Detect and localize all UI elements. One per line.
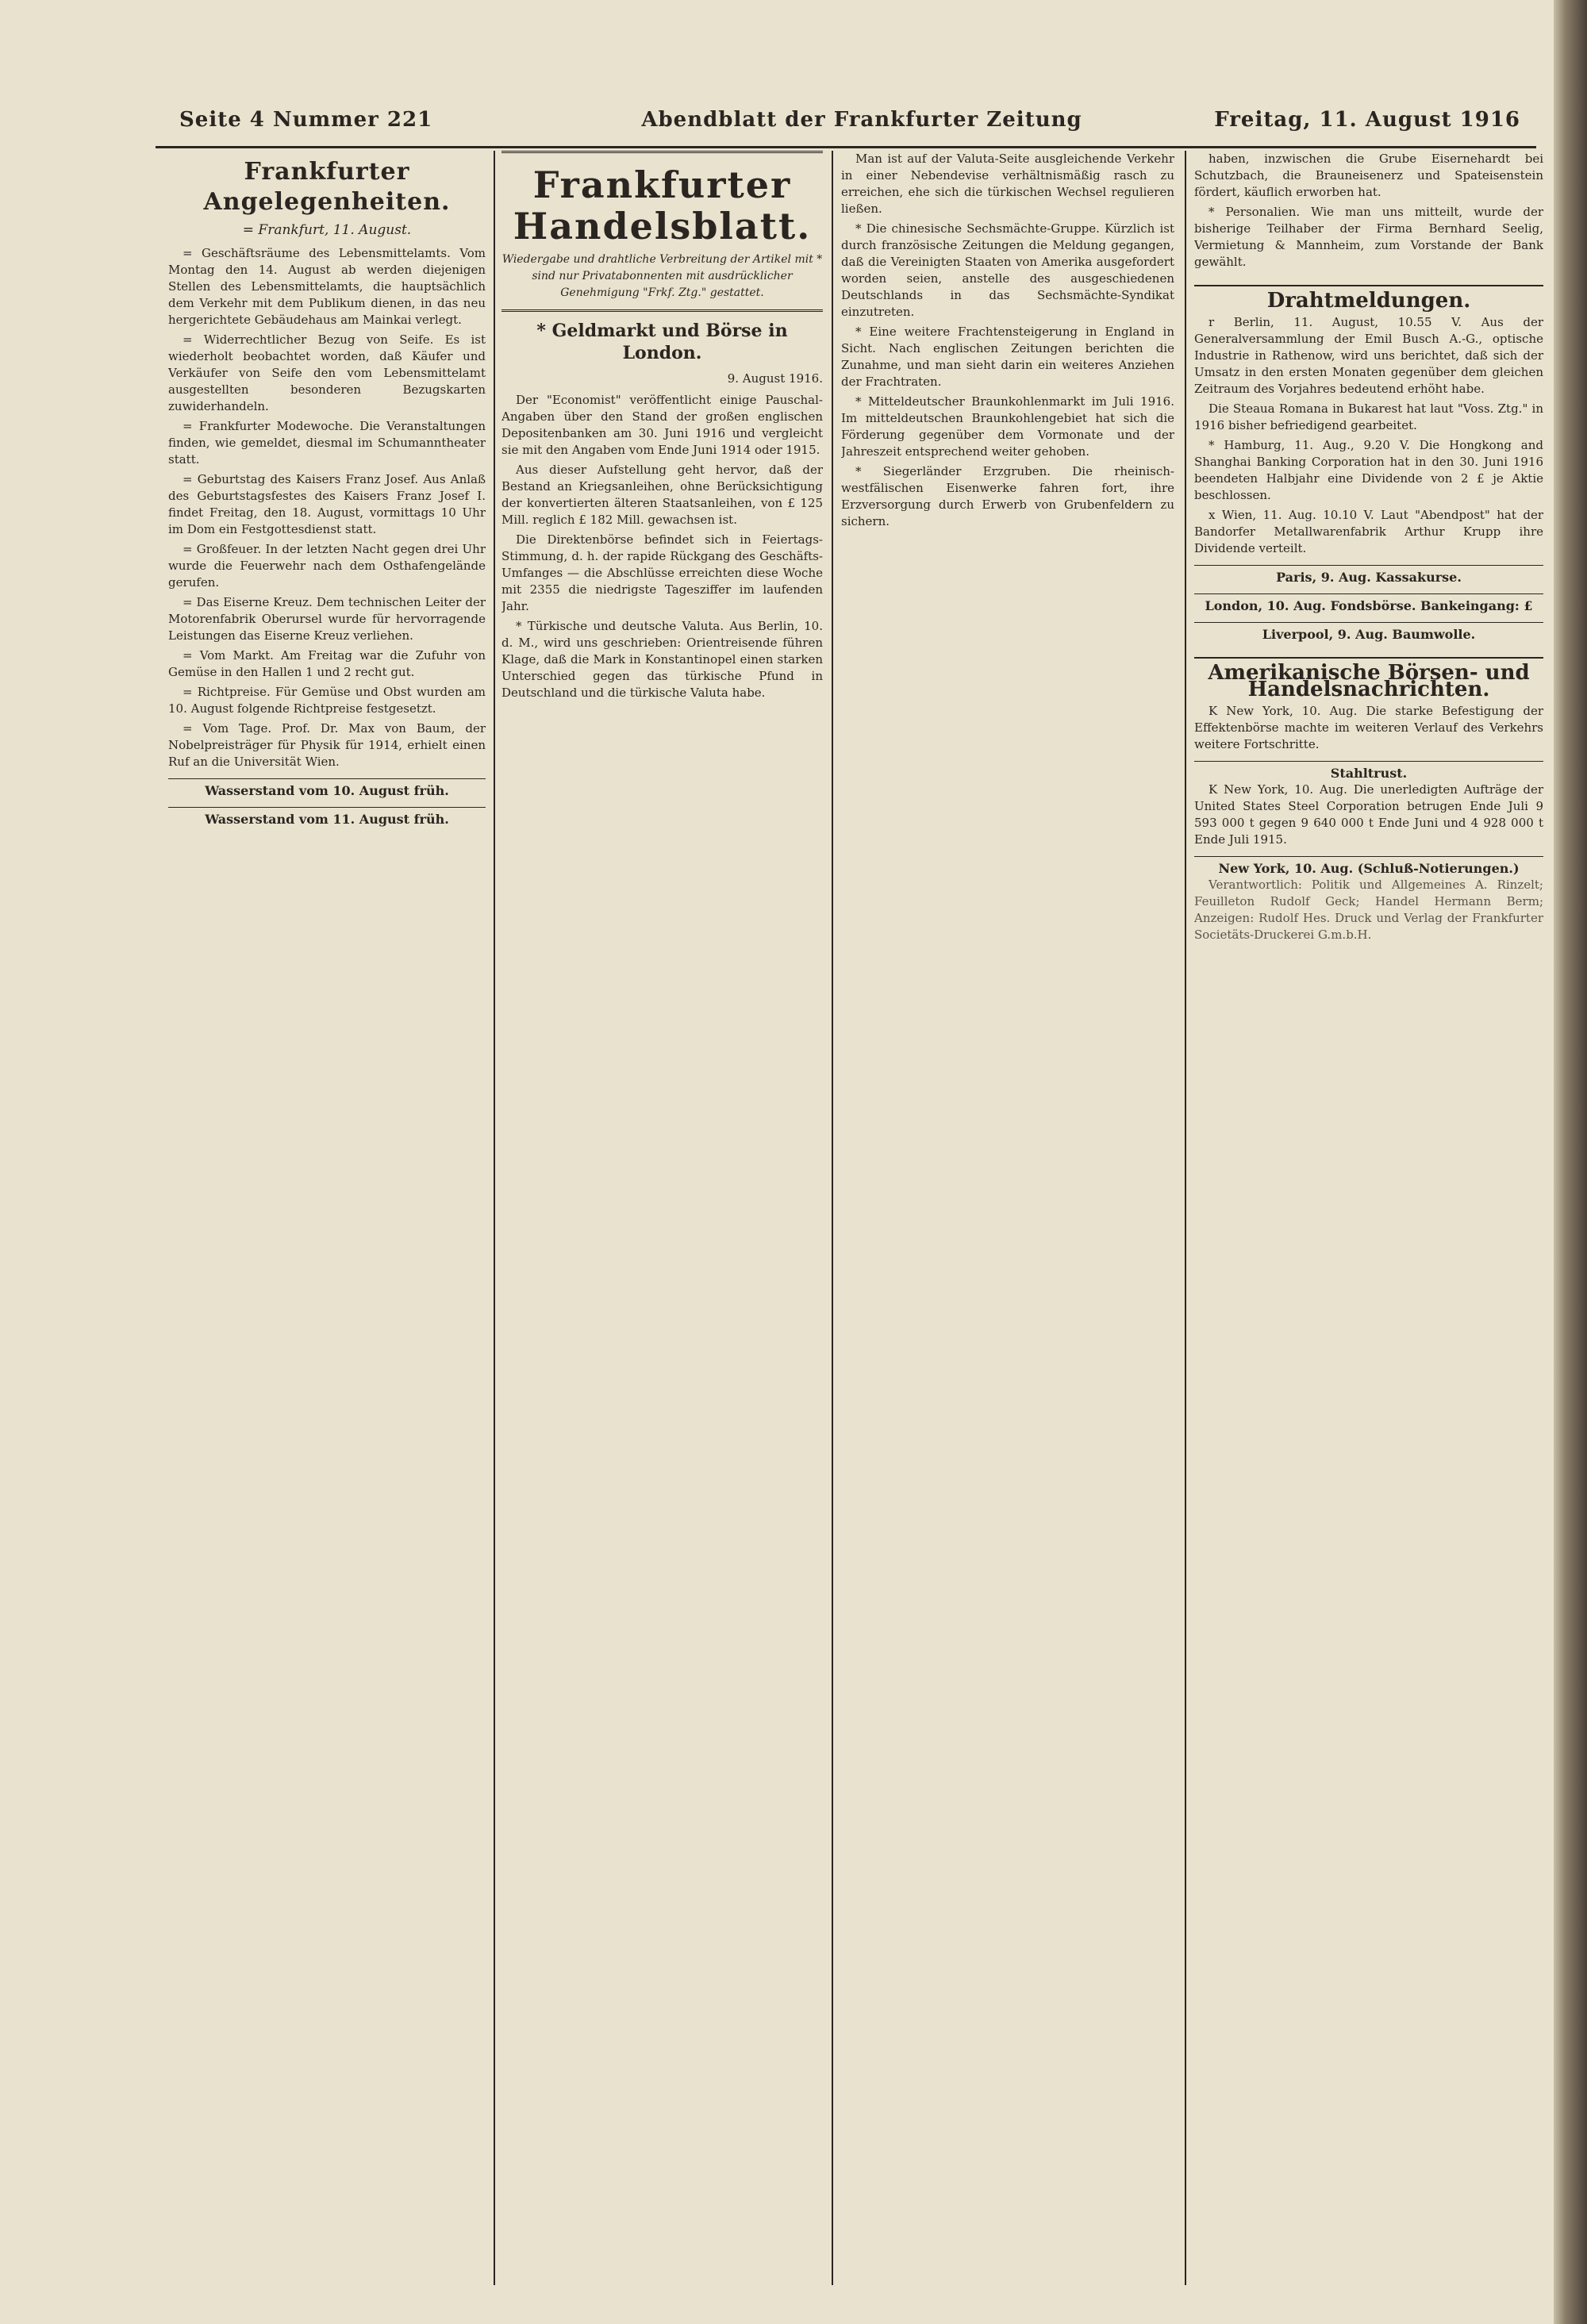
paris-quotes-title: Paris, 9. Aug. Kassakurse. [1194,565,1543,586]
masthead-note: Wiedergabe und drahtliche Verbreitung der Artikel mit * sind nur Privatabonnenten mit ausdrücklicher Genehmigung "Frkf. Ztg." gestattet. [501,253,823,299]
article-date: 9. August 1916. [727,371,823,386]
handelsblatt-masthead [501,151,823,312]
wire-report: Die Steaua Romana in Bukarest hat laut "Voss. Ztg." in 1916 bisher befriedigend gearbeitet. [1194,401,1543,432]
article-paragraph: = Frankfurter Modewoche. Die Veranstaltungen finden, wie gemeldet, diesmal im Schumanntheater statt. [168,419,486,467]
article-paragraph: = Das Eiserne Kreuz. Dem technischen Leiter der Motorenfabrik Oberursel wurde für hervorragende Leistungen das Eiserne Kreuz verliehen. [168,595,486,643]
article-paragraph: * Personalien. Wie man uns mitteilt, wurde der bisherige Teilhaber der Firma Bernhard Seelig, Vermietung & Mannheim, zum Vorstande der Bank gewählt. [1194,205,1543,269]
liverpool-quotes-title: Liverpool, 9. Aug. Baumwolle. [1194,622,1543,643]
article-paragraph: * Mitteldeutscher Braunkohlenmarkt im Juli 1916. Im mitteldeutschen Braunkohlengebiet hat sich die Förderung gegenüber dem Vormonate und der Jahreszeit entsprechend weiter gehoben. [841,394,1174,459]
article-paragraph: Man ist auf der Valuta-Seite ausgleichende Verkehr in einer Nebendevise verhältnismäßig rasch zu erreichen, ehe sich die türkischen Wechsel regulieren ließen. [841,152,1174,216]
column-rule [494,151,495,2285]
article-paragraph: * Türkische und deutsche Valuta. Aus Berlin, 10. d. M., wird uns geschrieben: Orientreisende führen Klage, daß die Mark in Konstantinopel einen starken Unterschied gegen das türkische Pfund in Deutschland und die türkische Valuta habe. [501,619,823,700]
column-rule [1185,151,1186,2285]
article-paragraph: = Richtpreise. Für Gemüse und Obst wurden am 10. August folgende Richtpreise festgesetzt. [168,685,486,716]
article-paragraph: = Widerrechtlicher Bezug von Seife. Es ist wiederholt beobachtet worden, daß Käufer und Verkäufer von Seife den vom Lebensmittelamt ausgestellten besonderen Bezugskarten zuwiderhandeln. [168,332,486,413]
column-business-continued [841,151,1174,2285]
london-quotes-title: London, 10. Aug. Fondsbörse. Bankeingang: £ [1194,593,1543,614]
header-date: Freitag, 11. August 1916 [1214,108,1520,132]
wire-report: * Hamburg, 11. Aug., 9.20 V. Die Hongkong and Shanghai Banking Corporation hat in den 30. Juni 1916 beendeten Halbjahr eine Dividende von 2 £ je Aktie beschlossen. [1194,438,1543,502]
water-level-title: Wasserstand vom 10. August früh. [168,778,486,799]
column-business-news [501,151,823,2285]
wire-report: r Berlin, 11. August, 10.55 V. Aus der Generalversammlung der Emil Busch A.-G., optische Industrie in Rathenow, wird uns berichtet, daß sich der Umsatz in den ersten Monaten gegenüber dem gleichen Zeitraum des Vorjahres bedeutend erhöht habe. [1194,315,1543,396]
article-paragraph: = Großfeuer. In der letzten Nacht gegen drei Uhr wurde die Feuerwehr nach dem Osthafengelände gerufen. [168,542,486,590]
amerika-heading: Amerikanische Börsen- und Handelsnachrichten. [1194,657,1543,698]
article-paragraph: = Vom Markt. Am Freitag war die Zufuhr von Gemüse in den Hallen 1 und 2 recht gut. [168,648,486,679]
article-paragraph: Aus dieser Aufstellung geht hervor, daß der Bestand an Kriegsanleihen, ohne Berücksichtigung der konvertierten älteren Staatsanleihen, von £ 125 Mill. reglich £ 182 Mill. gewachsen ist. [501,463,823,527]
stahltrust-title: Stahltrust. [1194,761,1543,782]
article-paragraph: Der "Economist" veröffentlicht einige Pauschal-Angaben über den Stand der großen englischen Depositenbanken am 30. Juni 1916 und vergleicht sie mit den Angaben vom Ende Juni 1914 oder 1915. [501,393,823,457]
page-header [156,108,1536,148]
section-title: Frankfurter Angelegenheiten. [203,158,451,216]
article-paragraph: Die Direktenbörse befindet sich in Feiertags-Stimmung, d. h. der rapide Rückgang des Geschäfts-Umfanges — die Abschlüsse erreichten diese Woche mit 2355 die niedrigste Tagesziffer im laufenden Jahr. [501,532,823,613]
dateline: = Frankfurt, 11. August. [242,222,412,238]
article-paragraph: K New York, 10. Aug. Die starke Befestigung der Effektenbörse machte im weiteren Verlauf des Verkehrs weitere Fortschritte. [1194,704,1543,751]
article-paragraph: K New York, 10. Aug. Die unerledigten Aufträge der United States Steel Corporation betrugen Ende Juli 9 593 000 t gegen 9 640 000 t Ende Juni und 4 928 000 t Ende Juli 1915. [1194,782,1543,847]
article-paragraph: * Die chinesische Sechsmächte-Gruppe. Kürzlich ist durch französische Zeitungen die Meldung gegangen, daß die Vereinigten Staaten von Amerika ausgefordert worden seien, anstelle des ausgeschiedenen Deutschlands in das Sechsmächte-Syndikat einzutreten. [841,221,1174,319]
article-paragraph: = Geschäftsräume des Lebensmittelamts. Vom Montag den 14. August ab werden diejenigen Stellen des Lebensmittelamts, die hauptsächlich dem Verkehr mit dem Publikum dienen, in das neu hergerichtete Gebäudehaus am Mainkai verlegt. [168,246,486,327]
article-paragraph: = Geburtstag des Kaisers Franz Josef. Aus Anlaß des Geburtstagsfestes des Kaisers Franz Josef I. findet Freitag, den 18. August, vormittags 10 Uhr im Dom ein Festgottesdienst statt. [168,472,486,536]
wire-report: x Wien, 11. Aug. 10.10 V. Laut "Abendpost" hat der Bandorfer Metallwarenfabrik Arthur Krupp ihre Dividende verteilt. [1194,508,1543,555]
column-local-news [168,151,486,2285]
water-level-title: Wasserstand vom 11. August früh. [168,807,486,828]
newyork-quotes-title: New York, 10. Aug. (Schluß-Notierungen.) [1194,856,1543,877]
header-newspaper-title: Abendblatt der Frankfurter Zeitung [641,108,1082,132]
article-paragraph: * Siegerländer Erzgruben. Die rheinisch-westfälischen Eisenwerke fahren fort, ihre Erzversorgung durch Erwerb von Grubenfeldern zu sichern. [841,464,1174,528]
drahtmeldungen-heading: Drahtmeldungen. [1194,285,1543,309]
book-binding-edge [1554,0,1587,2324]
section-heading: * Geldmarkt und Börse in London. [536,321,788,363]
column-rule [832,151,833,2285]
masthead-title: Frankfurter Handelsblatt. [513,163,812,248]
article-paragraph: haben, inzwischen die Grube Eisernehardt bei Schutzbach, die Brauneisenerz und Spateisenstein fördert, käuflich erworben hat. [1194,152,1543,199]
header-page-number: Seite 4 Nummer 221 [179,108,433,132]
imprint: Verantwortlich: Politik und Allgemeines A. Rinzelt; Feuilleton Rudolf Geck; Handel Hermann Berm; Anzeigen: Rudolf Hes. Druck und Verlag der Frankfurter Societäts-Druckerei G.m.b.H. [1194,878,1543,942]
article-paragraph: * Eine weitere Frachtensteigerung in England in Sicht. Nach englischen Zeitungen berichten die Zunahme, und man sieht darin ein weiteres Anziehen der Frachtraten. [841,325,1174,389]
article-paragraph: = Vom Tage. Prof. Dr. Max von Baum, der Nobelpreisträger für Physik für 1914, erhielt einen Ruf an die Universität Wien. [168,721,486,769]
column-wire-reports [1194,151,1543,2285]
